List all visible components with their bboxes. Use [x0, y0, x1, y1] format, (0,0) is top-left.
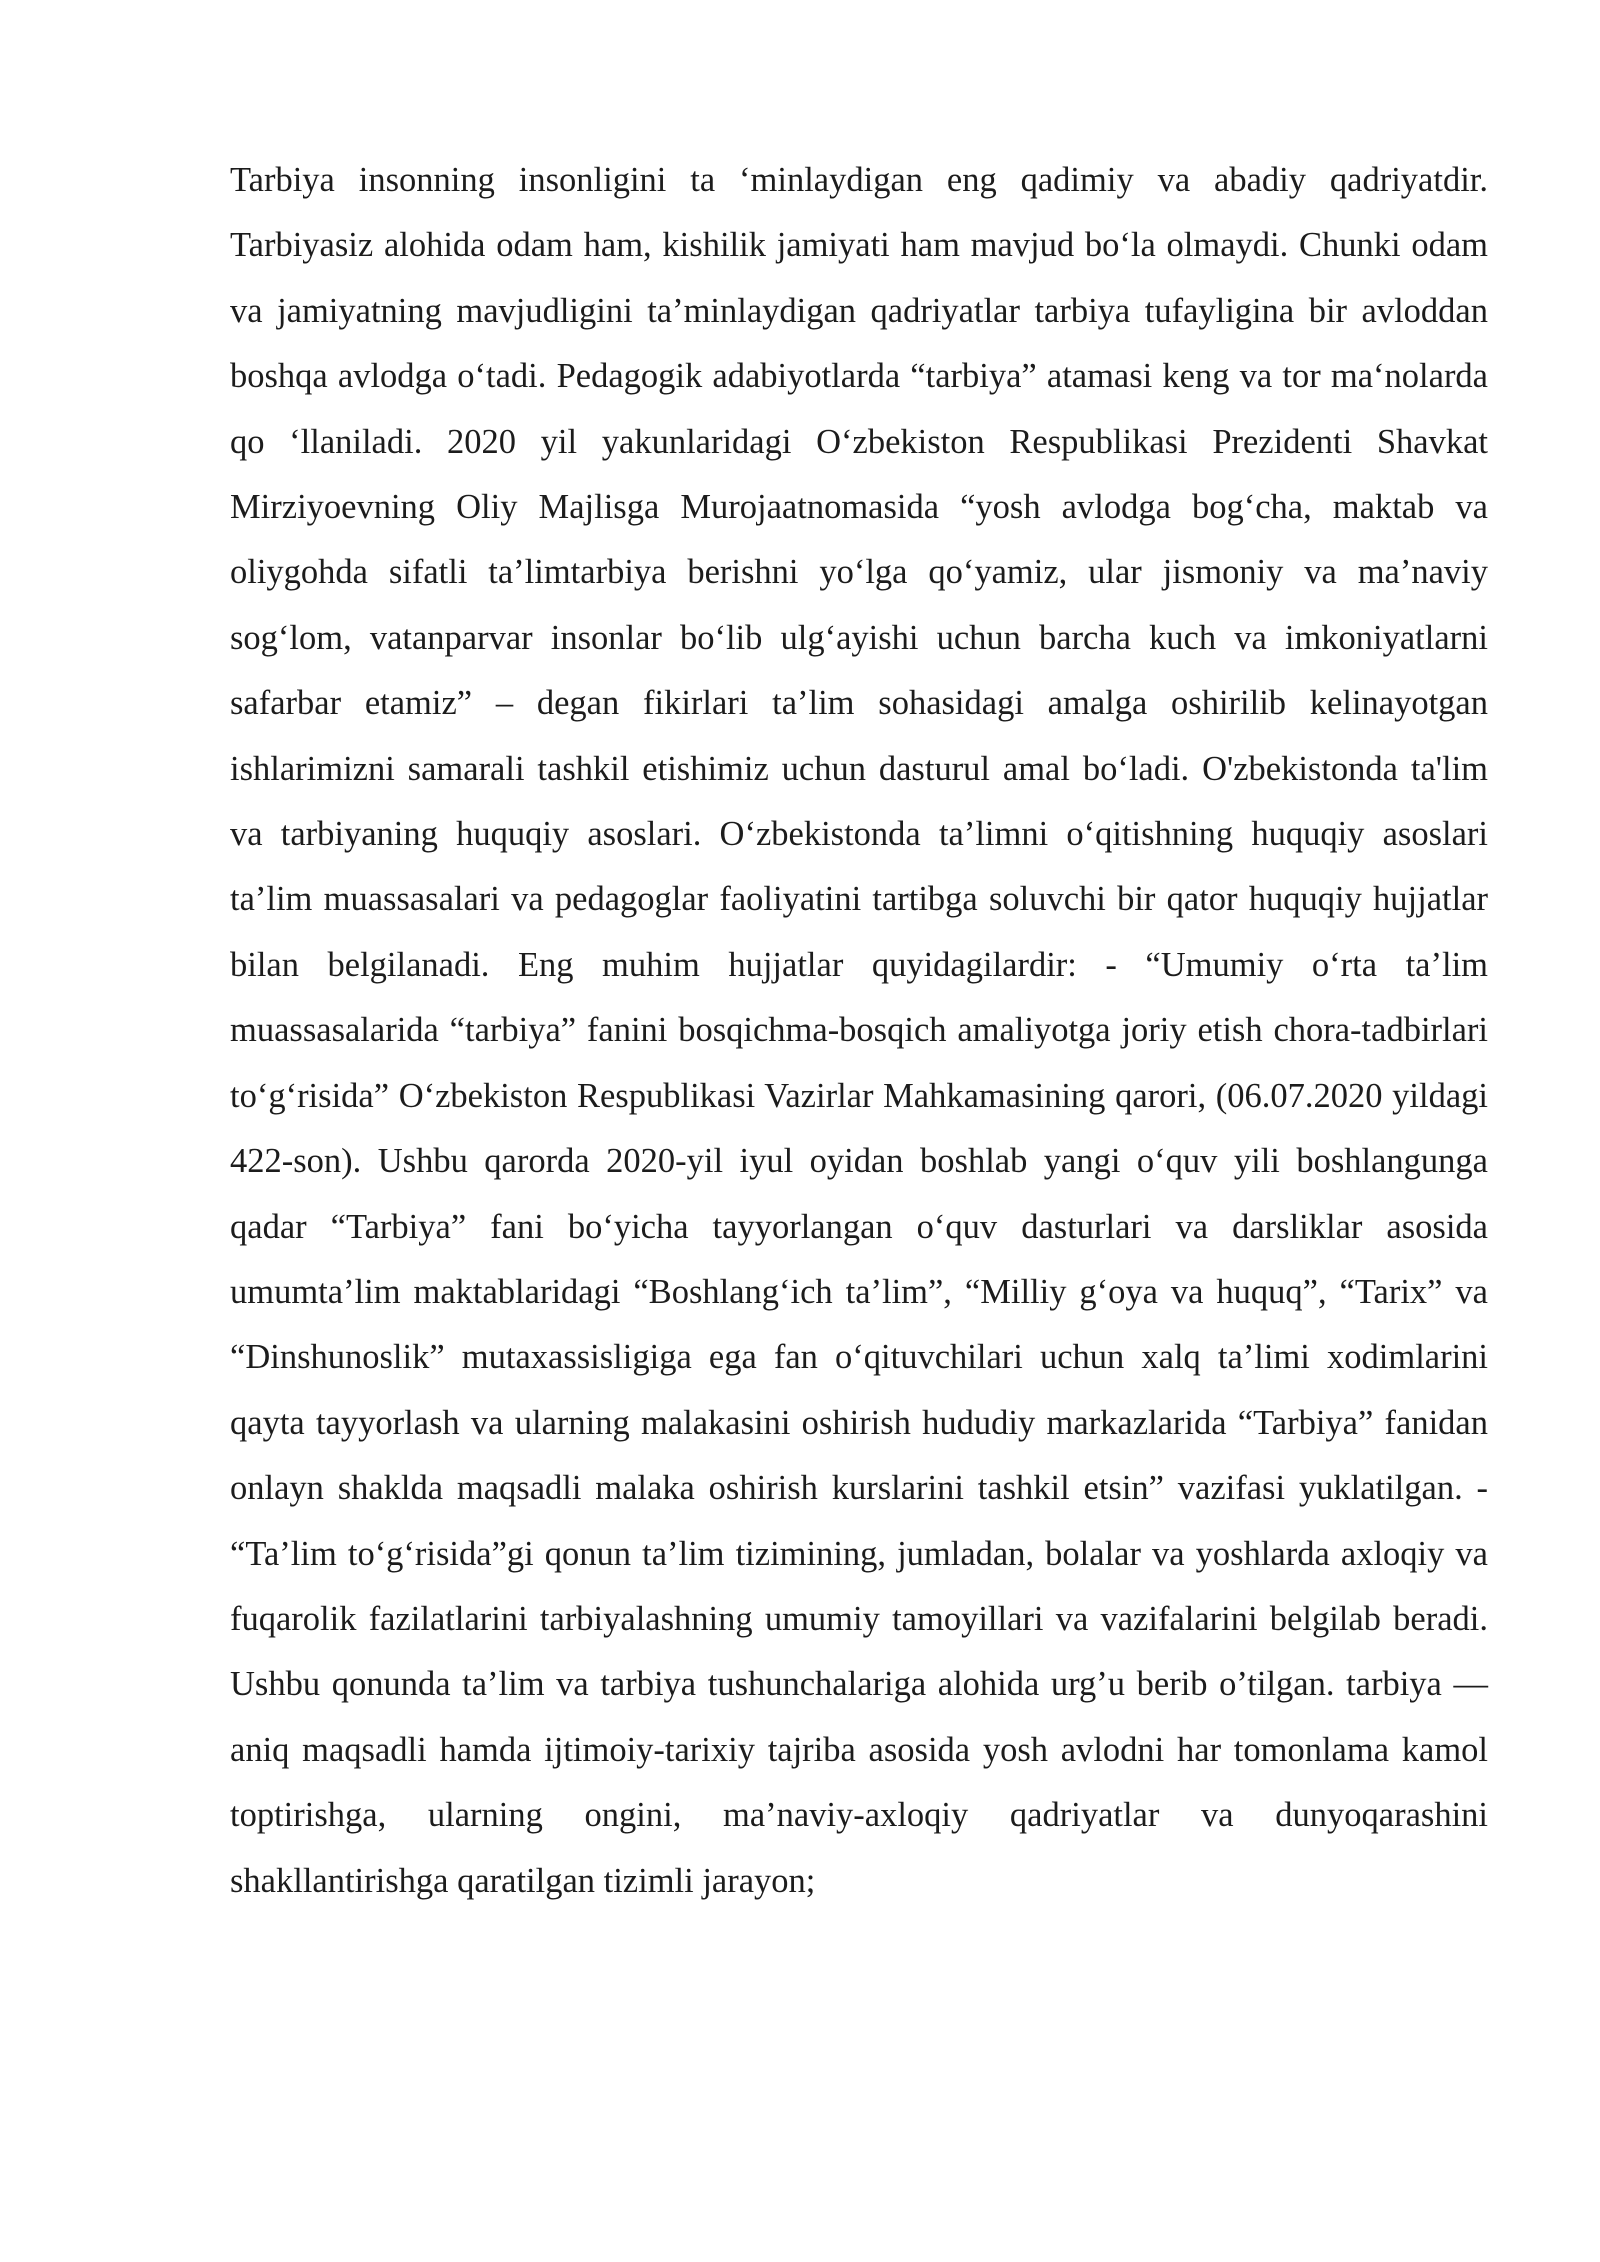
body-paragraph: Tarbiya insonning insonligini ta ‘minlaydigan eng qadimiy va abadiy qadriyatdir. Tarbiyasiz alohida odam ham, kishilik jamiyati ham mavjud bo‘la olmaydi. Chunki odam va jamiyatning mavjudligini ta’minlaydigan qadriyatlar tarbiya tufayligina bir avloddan boshqa avlodga o‘tadi. Pedagogik adabiyotlarda “tarbiya” atamasi keng va tor ma‘nolarda qo ‘llaniladi. 2020 yil yakunlaridagi O‘zbekiston Respublikasi Prezidenti Shavkat Mirziyoevning Oliy Majlisga Murojaatnomasida “yosh avlodga bog‘cha, maktab va oliygohda sifatli ta’limtarbiya berishni yo‘lga qo‘yamiz, ular jismoniy va ma’naviy sog‘lom, vatanparvar insonlar bo‘lib ulg‘ayishi uchun barcha kuch va imkoniyatlarni safarbar etamiz” – degan fikirlari ta’lim sohasidagi amalga oshirilib kelinayotgan ishlarimizni samarali tashkil etishimiz uchun dasturul amal bo‘ladi. O'zbekistonda ta'lim va tarbiyaning huquqiy asoslari. O‘zbekistonda ta’limni o‘qitishning huquqiy asoslari ta’lim muassasalari va pedagoglar faoliyatini tartibga soluvchi bir qator huquqiy hujjatlar bilan belgilanadi. Eng muhim hujjatlar quyidagilardir: - “Umumiy o‘rta ta’lim muassasalarida “tarbiya” fanini bosqichma-bosqich amaliyotga joriy etish chora-tadbirlari to‘g‘risida” O‘zbekiston Respublikasi Vazirlar Mahkamasining qarori, (06.07.2020 yildagi 422-son). Ushbu qarorda 2020-yil iyul oyidan boshlab yangi o‘quv yili boshlangunga qadar “Tarbiya” fani bo‘yicha tayyorlangan o‘quv dasturlari va darsliklar asosida umumta’lim maktablaridagi “Boshlang‘ich ta’lim”, “Milliy g‘oya va huquq”, “Tarix” va “Dinshunoslik” mutaxassisligiga ega fan o‘qituvchilari uchun xalq ta’limi xodimlarini qayta tayyorlash va ularning malakasini oshirish hududiy markazlarida “Tarbiya” fanidan onlayn shaklda maqsadli malaka oshirish kurslarini tashkil etsin” vazifasi yuklatilgan. - “Ta’lim to‘g‘risida”gi qonun ta’lim tizimining, jumladan, bolalar va yoshlarda axloqiy va fuqarolik fazilatlarini tarbiyalashning umumiy tamoyillari va vazifalarini belgilab beradi. Ushbu qonunda ta’lim va tarbiya tushunchalariga alohida urg’u berib o’tilgan. tarbiya — aniq maqsadli hamda ijtimoiy-tarixiy tajriba asosida yosh avlodni har tomonlama kamol toptirishga, ularning ongini, ma’naviy-axloqiy qadriyatlar va dunyoqarashini shakllantirishga qaratilgan tizimli jarayon; — [230, 161, 1488, 1900]
